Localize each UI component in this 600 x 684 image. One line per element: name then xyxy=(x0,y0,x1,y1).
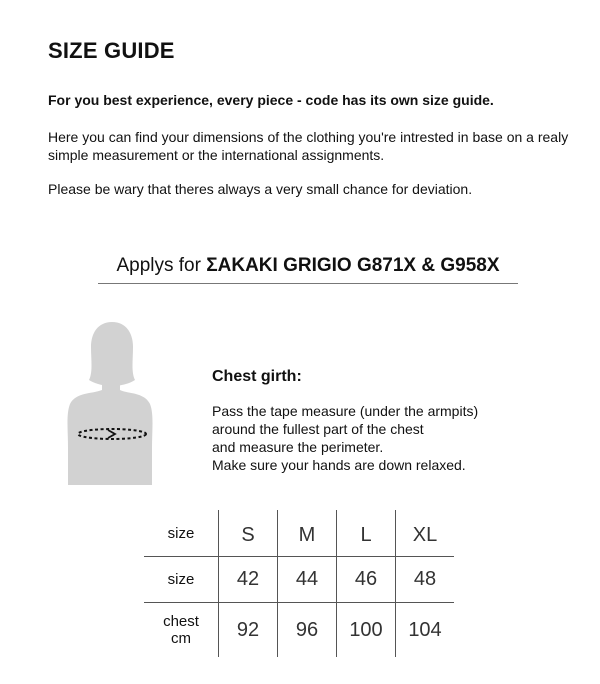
instruction-line: Pass the tape measure (under the armpits) xyxy=(212,403,479,419)
applies-heading xyxy=(98,255,518,284)
instruction-line: and measure the perimeter. xyxy=(212,439,384,455)
intro-paragraph: Here you can find your dimensions of the clothing you're intrested in base on a realy simple measurement or the international assignments. xyxy=(48,129,569,163)
product-codes: ΣAKAKI GRIGIO G871X & G958X xyxy=(206,255,500,276)
size-column-header: XL xyxy=(396,510,455,557)
size-table xyxy=(144,510,454,657)
measurement-title: Chest girth: xyxy=(212,368,302,385)
size-column-header: M xyxy=(278,510,337,557)
instruction-line: Make sure your hands are down relaxed. xyxy=(212,457,466,473)
size-column-header: S xyxy=(219,510,278,557)
row-label: size xyxy=(144,557,219,603)
table-row xyxy=(144,603,454,658)
row-label xyxy=(144,603,219,658)
table-cell: 92 xyxy=(219,603,278,658)
measurement-instructions xyxy=(212,402,572,474)
table-header-label: size xyxy=(144,510,219,557)
table-cell: 42 xyxy=(219,557,278,603)
size-column-header: L xyxy=(337,510,396,557)
intro-lead: For you best experience, every piece - code has its own size guide. xyxy=(48,92,494,108)
body-silhouette-illustration xyxy=(62,320,162,490)
page-title: SIZE GUIDE xyxy=(48,38,175,63)
row-label-line: chest xyxy=(163,613,199,630)
table-cell: 48 xyxy=(396,557,455,603)
deviation-note: Please be wary that theres always a very small chance for deviation. xyxy=(48,181,473,197)
table-cell: 100 xyxy=(337,603,396,658)
table-cell: 44 xyxy=(278,557,337,603)
table-cell: 96 xyxy=(278,603,337,658)
table-header-row xyxy=(144,510,454,557)
table-row xyxy=(144,557,454,603)
table-cell: 46 xyxy=(337,557,396,603)
row-label-unit: cm xyxy=(171,630,191,647)
applies-prefix: Applys for xyxy=(116,255,207,276)
table-cell: 104 xyxy=(396,603,455,658)
instruction-line: around the fullest part of the chest xyxy=(212,421,424,437)
